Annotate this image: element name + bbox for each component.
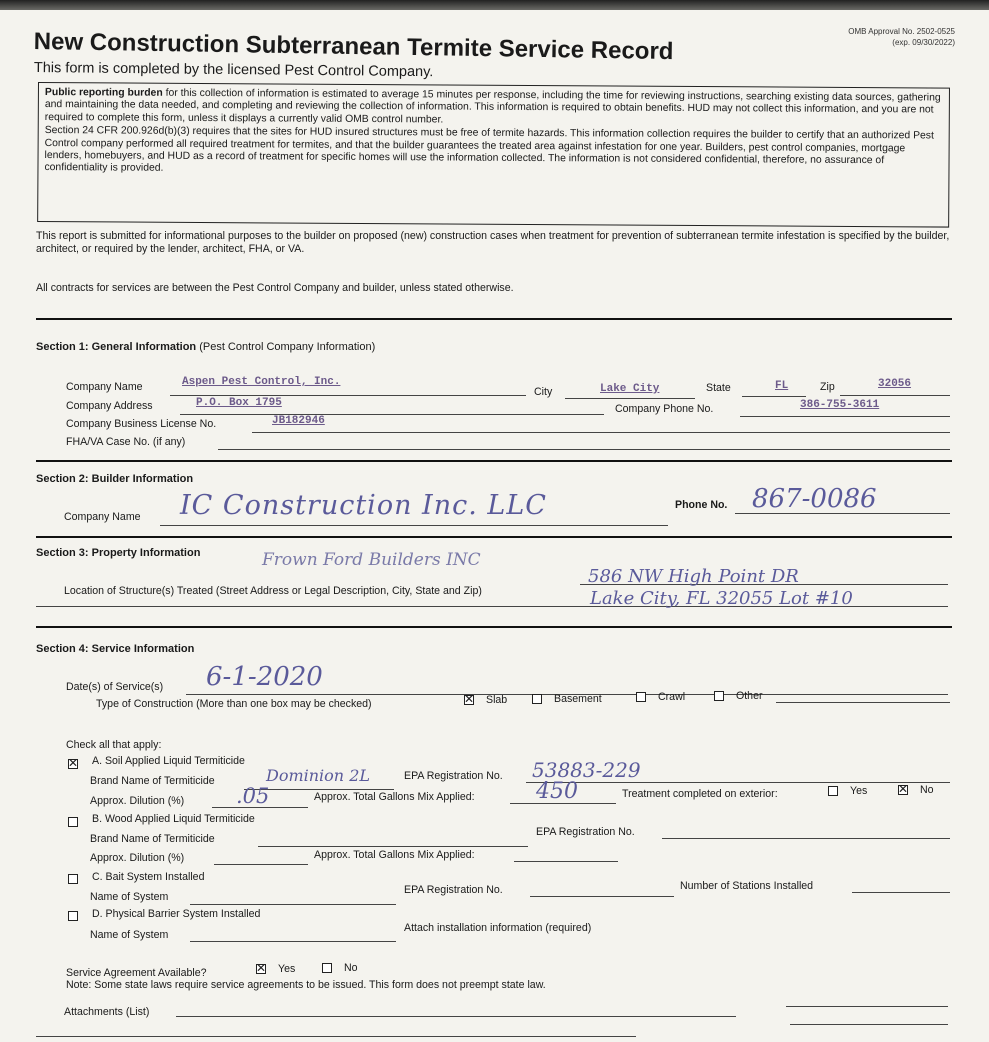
crawl-label: Crawl: [658, 691, 686, 703]
physical-barrier-checkbox[interactable]: [68, 911, 78, 921]
soil-brand-field[interactable]: Dominion 2L: [266, 766, 370, 785]
burden-lead: Public reporting burden: [44, 87, 163, 99]
zip-field[interactable]: 32056: [878, 378, 912, 390]
agreement-label: Service Agreement Available?: [66, 967, 207, 979]
exterior-yes-checkbox[interactable]: [828, 786, 838, 796]
exterior-label: Treatment completed on exterior:: [622, 788, 778, 800]
bait-system-checkbox[interactable]: [68, 874, 78, 884]
basement-label: Basement: [554, 693, 602, 705]
city-field[interactable]: Lake City: [600, 383, 660, 395]
divider: [36, 626, 952, 628]
date-field[interactable]: 6-1-2020: [206, 662, 323, 692]
epa-label: EPA Registration No.: [404, 770, 503, 782]
divider: [36, 536, 952, 538]
section24-text: Section 24 CFR 200.926d(b)(3) requires that the sites for HUD insured structures must be free of termite hazards. This information collection requires the builder to certify that an authorized Pest Control company performed all required treatment for termites, and that the builder guarantees the treated area against infestation for one year. Builders, pest control companies, mortgage lenders, homebuyers, and HUD as a record of treatment for specific homes will use the information collected. The information is not considered confidential, therefore, no assurance of confidentiality is provided.: [44, 125, 934, 175]
agreement-no-checkbox[interactable]: [322, 963, 332, 973]
handwritten-builder-note: Frown Ford Builders INC: [262, 550, 481, 570]
barrier-name-label: Name of System: [90, 929, 169, 941]
divider: [36, 460, 952, 462]
wood-gallons-label: Approx. Total Gallons Mix Applied:: [314, 849, 475, 861]
other-label: Other: [736, 690, 763, 702]
crawl-checkbox[interactable]: [636, 692, 646, 702]
bait-epa-label: EPA Registration No.: [404, 884, 503, 896]
purpose-note: This report is submitted for informational purposes to the builder on proposed (new) construction cases when treatment for prevention of subterranean termite infestation is specified by the builder, architect, or required by the lender, architect, FHA, or VA.: [36, 230, 950, 255]
form-title: New Construction Subterranean Termite Service Record: [33, 28, 674, 66]
stations-label: Number of Stations Installed: [680, 880, 814, 892]
company-name-label: Company Name: [66, 381, 143, 393]
basement-checkbox[interactable]: [532, 694, 542, 704]
agreement-no-label: No: [344, 962, 358, 974]
builder-phone-field[interactable]: 867-0086: [752, 484, 877, 514]
section2-heading: Section 2: Builder Information: [36, 473, 194, 485]
dilution-label: Approx. Dilution (%): [90, 795, 185, 807]
check-all-label: Check all that apply:: [66, 739, 162, 751]
case-number-label: FHA/VA Case No. (if any): [66, 436, 186, 448]
attach-info-label: Attach installation information (required): [404, 922, 592, 934]
soil-liquid-checkbox[interactable]: [68, 759, 78, 769]
exterior-no-label: No: [920, 784, 934, 796]
divider: [36, 318, 952, 320]
exterior-yes-label: Yes: [850, 785, 868, 797]
omb-approval: [848, 26, 955, 48]
soil-dilution-field[interactable]: .05: [236, 784, 270, 808]
license-field[interactable]: JB182946: [272, 415, 325, 427]
soil-liquid-label: A. Soil Applied Liquid Termiticide: [92, 755, 245, 767]
soil-epa-field[interactable]: 53883-229: [532, 758, 641, 782]
slab-checkbox[interactable]: [464, 695, 474, 705]
bait-system-label: C. Bait System Installed: [92, 871, 205, 883]
wood-liquid-label: B. Wood Applied Liquid Termiticide: [92, 813, 255, 825]
pest-company-name-field[interactable]: Aspen Pest Control, Inc.: [182, 376, 341, 388]
soil-gallons-field[interactable]: 450: [536, 779, 578, 804]
city-label: City: [534, 386, 553, 398]
company-phone-label: Company Phone No.: [615, 403, 714, 415]
agreement-yes-checkbox[interactable]: [256, 964, 266, 974]
public-burden-box: [37, 82, 950, 228]
wood-liquid-checkbox[interactable]: [68, 817, 78, 827]
location-line1-field[interactable]: 586 NW High Point DR: [588, 566, 799, 587]
state-law-note: Note: Some state laws require service agreements to be issued. This form does not preempt state law.: [66, 979, 546, 991]
bait-name-label: Name of System: [90, 891, 169, 903]
form-subtitle: This form is completed by the licensed Pest Control Company.: [33, 60, 434, 81]
section4-heading: Section 4: Service Information: [36, 643, 195, 655]
section1-heading: Section 1: General Information (Pest Control Company Information): [36, 341, 376, 353]
brand-label: Brand Name of Termiticide: [90, 775, 215, 787]
state-field[interactable]: FL: [775, 380, 789, 392]
physical-barrier-label: D. Physical Barrier System Installed: [92, 908, 261, 920]
section3-heading: Section 3: Property Information: [36, 547, 201, 559]
attachments-label: Attachments (List): [64, 1006, 150, 1018]
omb-expiration: (exp. 09/30/2022): [892, 38, 955, 47]
company-address-field[interactable]: P.O. Box 1795: [196, 397, 282, 409]
exterior-no-checkbox[interactable]: [898, 785, 908, 795]
contracts-note: All contracts for services are between the Pest Control Company and builder, unless stated otherwise.: [36, 282, 514, 294]
slab-label: Slab: [486, 694, 508, 706]
scan-top-edge: [0, 0, 989, 10]
burden-text: for this collection of information is estimated to average 15 minutes per response, including the time for reviewing instructions, searching existing data sources, gathering and maintaining the data needed, and completing and reviewing the collection of information. This information is required to obtain benefits. HUD may not collect this information, and you are not required to complete this form, unless it displays a currently valid OMB control number.: [44, 87, 941, 126]
builder-company-field[interactable]: IC Construction Inc. LLC: [180, 490, 547, 521]
location-label: Location of Structure(s) Treated (Street Address or Legal Description, City, State and Zip): [64, 585, 482, 597]
location-line2-field[interactable]: Lake City, FL 32055 Lot #10: [590, 588, 853, 609]
company-phone-field[interactable]: 386-755-3611: [800, 399, 880, 411]
agreement-yes-label: Yes: [278, 963, 296, 975]
wood-brand-label: Brand Name of Termiticide: [90, 833, 215, 845]
license-label: Company Business License No.: [66, 418, 217, 430]
wood-dilution-label: Approx. Dilution (%): [90, 852, 185, 864]
builder-company-label: Company Name: [64, 511, 141, 523]
wood-epa-label: EPA Registration No.: [536, 826, 635, 838]
other-checkbox[interactable]: [714, 691, 724, 701]
builder-phone-label: Phone No.: [675, 499, 728, 511]
date-label: Date(s) of Service(s): [66, 681, 164, 693]
state-label: State: [706, 382, 731, 394]
gallons-label: Approx. Total Gallons Mix Applied:: [314, 791, 475, 803]
zip-label: Zip: [820, 381, 835, 393]
construction-type-label: Type of Construction (More than one box may be checked): [96, 698, 372, 710]
company-address-label: Company Address: [66, 400, 153, 412]
omb-number: OMB Approval No. 2502-0525: [848, 27, 955, 36]
